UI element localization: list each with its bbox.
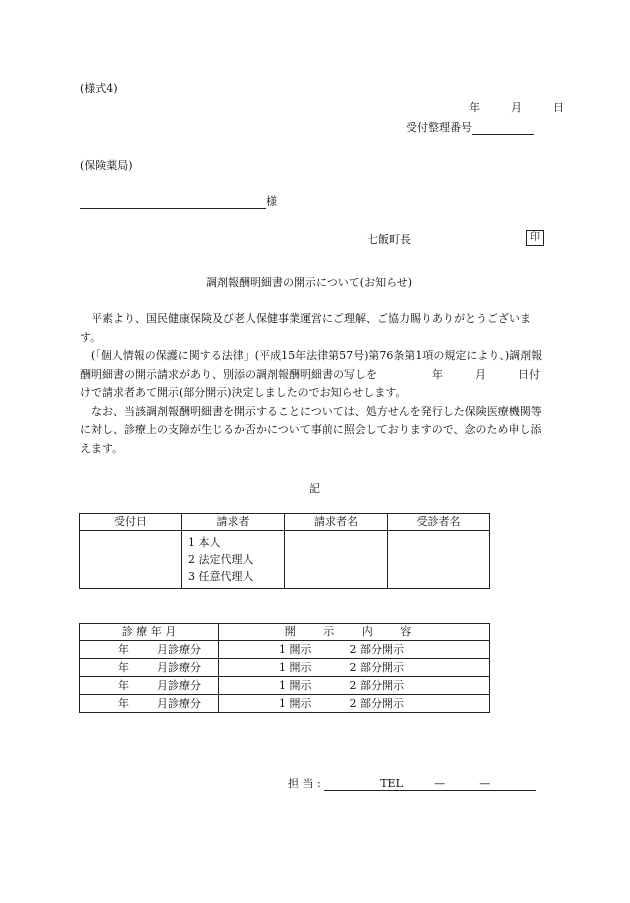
- request-table-row: [80, 531, 490, 589]
- disclosure-table-header: [80, 624, 490, 641]
- recipient-name-field[interactable]: [80, 195, 266, 209]
- body-text: [80, 310, 550, 458]
- disclosure-row: [80, 695, 490, 713]
- receipt-number-field[interactable]: [472, 121, 534, 135]
- claimant-type-cell[interactable]: [182, 531, 285, 589]
- body-paragraph-3: なお、当該調剤報酬明細書を開示することについては、処方せんを発行した保険医療機関等に対し、診療上の支障が生じるか否かについて事前に照会しておりますので、念のため申し添えます。: [80, 404, 542, 455]
- document-title: 調剤報酬明細書の開示について(お知らせ): [206, 276, 413, 289]
- date-year-label: 年: [469, 101, 480, 114]
- claimant-type-2: 2 法定代理人: [188, 553, 254, 566]
- date-header: [469, 99, 564, 115]
- seal-stamp: 印: [526, 230, 544, 246]
- header-reception-date: 受付日: [80, 514, 182, 531]
- disclosure-row: [80, 659, 490, 677]
- contact-line: [288, 775, 536, 791]
- treatment-month-cell[interactable]: 年 月診療分: [80, 659, 219, 677]
- header-claimant: 請求者: [182, 514, 285, 531]
- disclosure-options-cell[interactable]: 1 開示 2 部分開示: [219, 659, 490, 677]
- claimant-type-3: 3 任意代理人: [188, 570, 254, 583]
- disclosure-row: [80, 677, 490, 695]
- receipt-number: [406, 119, 534, 135]
- receipt-number-label: 受付整理番号: [406, 121, 472, 134]
- disclosure-table: [79, 623, 490, 713]
- body-paragraph-2: (「個人情報の保護に関する法律」(平成15年法律第57号)第76条第1項の規定により、)調剤報酬明細書の開示請求があり、別添の調剤報酬明細書の写しを 年 月 日付けで請求者あて開示(部分開示)決定しましたのでお知らせします。: [80, 349, 543, 399]
- date-day-label: 日: [553, 101, 564, 114]
- recipient-line: [80, 193, 277, 209]
- body-paragraph-1: 平素より、国民健康保険及び老人保健事業運営にご理解、ご協力賜りありがとうございます。: [80, 312, 531, 344]
- recipient-label: (保険薬局): [80, 159, 133, 172]
- treatment-month-cell[interactable]: 年 月診療分: [80, 677, 219, 695]
- form-number: (様式4): [80, 82, 118, 95]
- contact-label: 担 当 :: [288, 777, 321, 790]
- disclosure-options-cell[interactable]: 1 開示 2 部分開示: [219, 695, 490, 713]
- tel-label: TEL: [380, 777, 403, 790]
- recipient-honorific: 様: [266, 195, 277, 208]
- disclosure-options-cell[interactable]: 1 開示 2 部分開示: [219, 641, 490, 659]
- contact-field[interactable]: [324, 777, 536, 791]
- disclosure-options-cell[interactable]: 1 開示 2 部分開示: [219, 677, 490, 695]
- header-claimant-name: 請求者名: [285, 514, 388, 531]
- claimant-name-cell[interactable]: [285, 531, 388, 589]
- ki-heading: 記: [309, 482, 320, 495]
- sender-name: 七飯町長: [367, 233, 411, 246]
- header-patient-name: 受診者名: [388, 514, 490, 531]
- claimant-type-1: 1 本人: [188, 536, 221, 549]
- request-table-header: [80, 514, 490, 531]
- request-table: [79, 513, 490, 589]
- header-disclosure-content: 開 示 内 容: [219, 624, 490, 641]
- tel-dash-1: —: [434, 777, 446, 790]
- header-treatment-month: 診 療 年 月: [80, 624, 219, 641]
- treatment-month-cell[interactable]: 年 月診療分: [80, 641, 219, 659]
- date-month-label: 月: [511, 101, 522, 114]
- treatment-month-cell[interactable]: 年 月診療分: [80, 695, 219, 713]
- reception-date-cell[interactable]: [80, 531, 182, 589]
- disclosure-row: [80, 641, 490, 659]
- patient-name-cell[interactable]: [388, 531, 490, 589]
- tel-dash-2: —: [479, 777, 491, 790]
